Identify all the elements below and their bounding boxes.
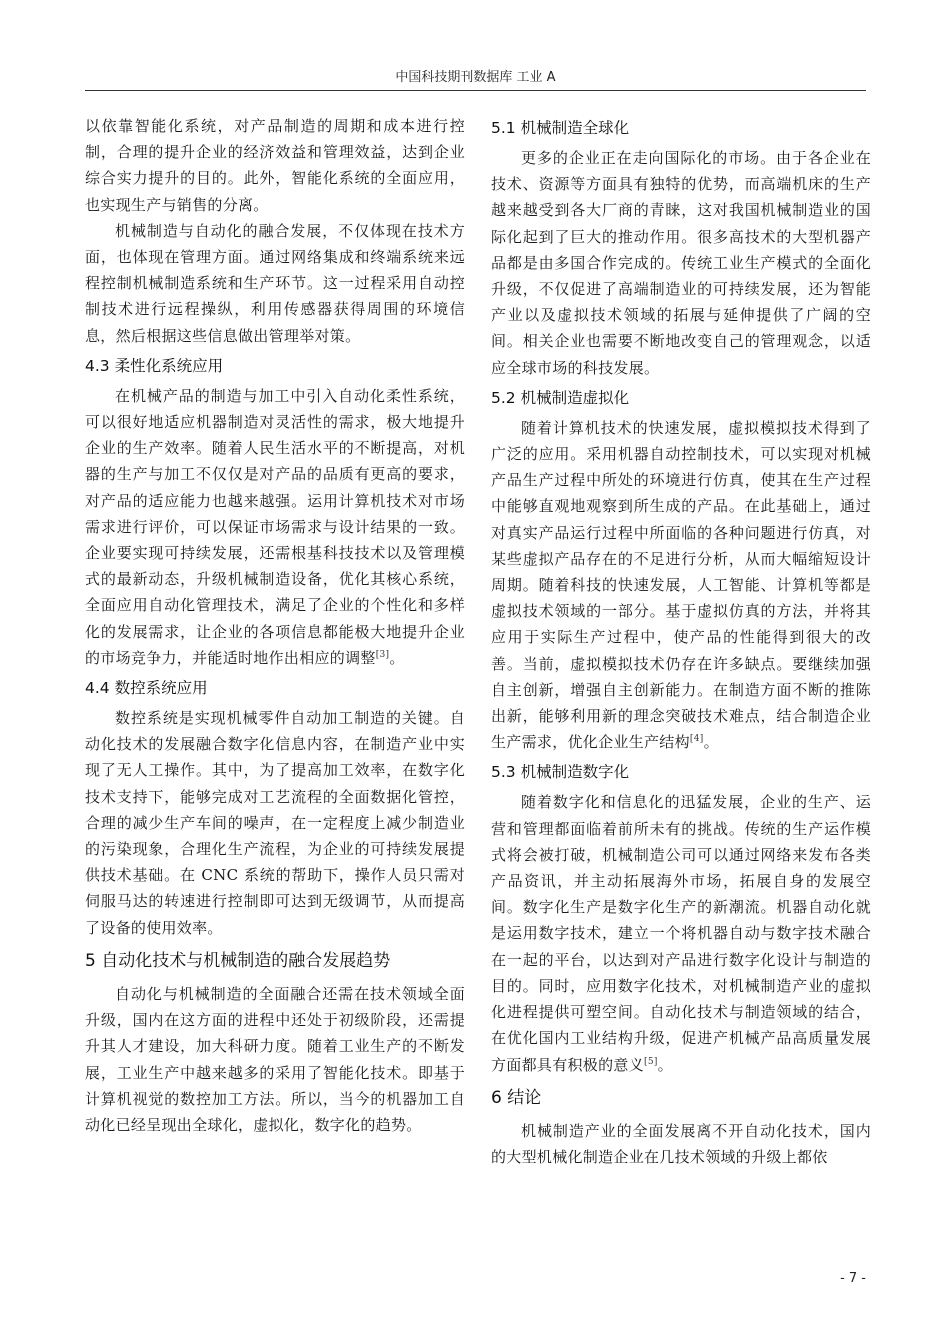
header-rule — [85, 90, 866, 91]
citation-ref: [3] — [375, 649, 390, 660]
section-heading-5-3: 5.3 机械制造数字化 — [491, 763, 630, 782]
left-column — [85, 113, 465, 1138]
journal-header: 中国科技期刊数据库 工业 A — [395, 70, 556, 85]
right-column — [491, 113, 871, 1170]
section-heading-4-3: 4.3 柔性化系统应用 — [85, 356, 224, 375]
section-heading-5-2: 5.2 机械制造虚拟化 — [491, 388, 630, 407]
section-heading-5-1: 5.1 机械制造全球化 — [491, 119, 630, 137]
paragraph-text: 在机械产品的制造与加工中引入自动化柔性系统，可以很好地适应机器制造对灵活性的需求，极大地提升企业的生产效率。随着人民生活水平的不断提高，对机器的生产与加工不仅仅是对产品的品质有更高的要求，对产品的适应能力也越来越强。运用计算机技术对市场需求进行评价，可以保证市场需求与设计结果的一致。企业要实现可持续发展，还需根基科技技术以及管理模式的最新动态，升级机械制造设备，优化其核心系统，全面应用自动化管理技术，满足了企业的个性化和多样化的发展需求，让企业的各项信息都能极大地提升企业的市场竞争力，并能适时地作出相应的调整 — [85, 386, 465, 667]
paragraph: 数控系统是实现机械零件自动加工制造的关键。自动化技术的发展融合数字化信息内容，在制造产业中实现了无人工操作。其中，为了提高加工效率，在数字化技术支持下，能够完成对工艺流程的全面数据化管控，合理的减少生产车间的噪声，在一定程度上减少制造业的污染现象，合理化生产流程，为企业的可持续发展提供技术基础。在 CNC 系统的帮助下，操作人员只需对伺服马达的转速进行控制即可达到无级调节，从而提高了设备的使用效率。 — [85, 709, 465, 937]
paragraph-text: 随着计算机技术的快速发展，虚拟模拟技术得到了广泛的应用。采用机器自动控制技术，可以实现对机械产品生产过程中所处的环境进行仿真，使其在生产过程中能够直观地观察到所生成的产品。在此基础上，通过对真实产品运行过程中所面临的各种问题进行仿真，对某些虚拟产品存在的不足进行分析，从而大幅缩短设计周期。随着科技的快速发展，人工智能、计算机等都是虚拟技术领域的一部分。基于虚拟仿真的方法，并将其应用于实际生产过程中，使产品的性能得到很大的改善。当前，虚拟模拟技术仍存在许多缺点。要继续加强自主创新，增强自主创新能力。在制造方面不断的推陈出新，能够利用新的理念突破技术难点，结合制造企业生产需求，优化企业生产结构 — [491, 418, 871, 752]
paragraph: 更多的企业正在走向国际化的市场。由于各企业在技术、资源等方面具有独特的优势，而高端机床的生产越来越受到各大厂商的青睐，这对我国机械制造业的国际化起到了巨大的推动作用。很多高技术的大型机器产品都是由多国合作完成的。传统工业生产模式的全面化升级，不仅促进了高端制造业的可持续发展，还为智能产业以及虚拟技术领域的拓展与延伸提供了广阔的空间。相关企业也需要不断地改变自己的管理观念，以适应全球市场的科技发展。 — [491, 149, 871, 377]
page-number: - 7 - — [840, 1271, 866, 1286]
section-heading-6: 6 结论 — [491, 1087, 542, 1108]
paragraph: 自动化与机械制造的全面融合还需在技术领域全面升级，国内在这方面的进程中还处于初级阶段，还需提升其人才建设，加大科研力度。随着工业生产的不断发展，工业生产中越来越多的采用了智能化技术。即基于计算机视觉的数控加工方法。所以，当今的机器加工自动化已经呈现出全球化，虚拟化，数字化的趋势。 — [85, 984, 465, 1134]
paragraph-text: 随着数字化和信息化的迅猛发展，企业的生产、运营和管理都面临着前所未有的挑战。传统的生产运作模式将会被打破，机械制造公司可以通过网络来发布各类产品资讯，并主动拓展海外市场，拓展自身的发展空间。数字化生产是数字化生产的新潮流。机器自动化就是运用数字技术，建立一个将机器自动与数字技术融合在一起的平台，以达到对产品进行数字化设计与制造的目的。同时，应用数字化技术，对机械制造产业的虚拟化进程提供可塑空间。自动化技术与制造领域的结合，在优化国内工业结构升级，促进产机械产品高质量发展方面都具有积极的意义 — [491, 793, 871, 1074]
paragraph: 机械制造产业的全面发展离不开自动化技术，国内的大型机械化制造企业在几技术领域的升级上都依 — [491, 1121, 871, 1166]
paragraph-end: 。 — [703, 733, 719, 752]
paragraph-end: 。 — [389, 648, 405, 667]
paragraph-end: 。 — [657, 1055, 673, 1074]
paragraph: 以依靠智能化系统，对产品制造的周期和成本进行控制，合理的提升企业的经济效益和管理效益，达到企业综合实力提升的目的。此外，智能化系统的全面应用，也实现生产与销售的分离。 — [85, 117, 465, 214]
section-heading-5: 5 自动化技术与机械制造的融合发展趋势 — [85, 950, 391, 971]
paragraph — [491, 789, 871, 1077]
paragraph — [491, 415, 871, 756]
section-heading-4-4: 4.4 数控系统应用 — [85, 679, 208, 698]
citation-ref: [5] — [644, 1056, 658, 1067]
paragraph: 机械制造与自动化的融合发展，不仅体现在技术方面，也体现在管理方面。通过网络集成和终端系统来远程控制机械制造系统和生产环节。这一过程采用自动控制技术进行远程操纵，利用传感器获得周围的环境信息，然后根据这些信息做出管理举对策。 — [85, 221, 465, 345]
citation-ref: [4] — [689, 734, 704, 745]
paragraph — [85, 383, 465, 671]
